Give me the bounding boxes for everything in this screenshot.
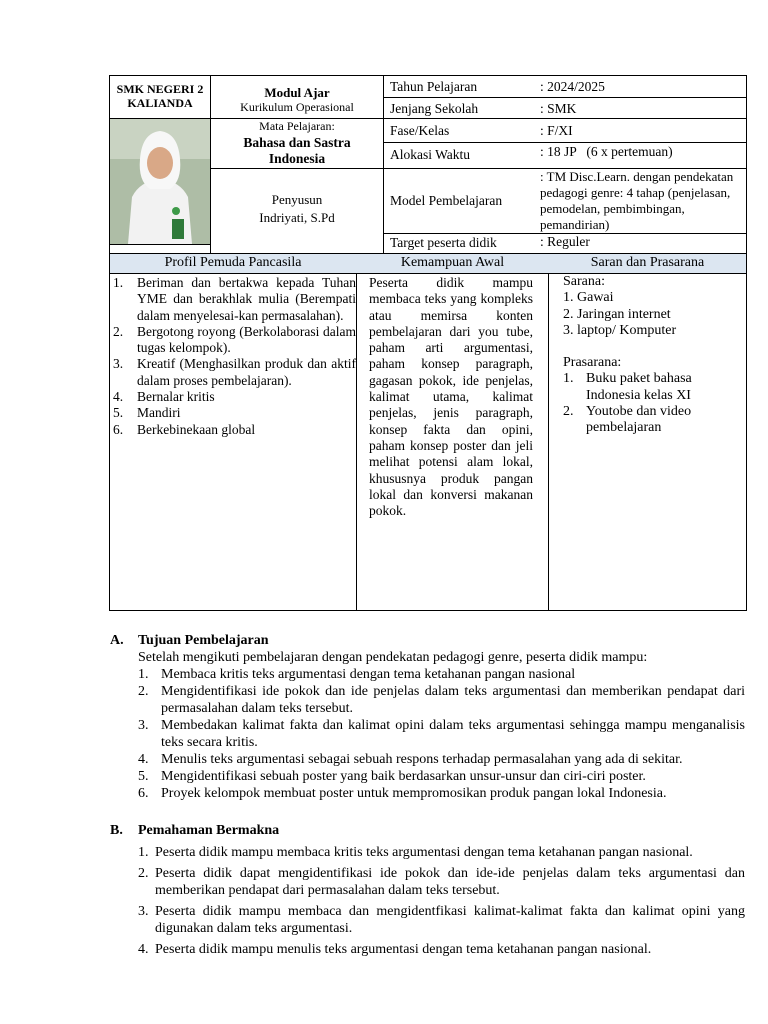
info-label-model: Model Pembelajaran — [390, 193, 503, 208]
section-a — [110, 632, 745, 802]
list-item: 5. Mandiri — [113, 405, 181, 421]
modul-title: Modul Ajar — [264, 85, 330, 100]
penyusun-name: Indriyati, S.Pd — [259, 210, 335, 225]
info-label-alokasi: Alokasi Waktu — [390, 147, 471, 162]
profil-header: Profil Pemuda Pancasila — [164, 255, 302, 270]
section-b — [110, 822, 745, 958]
prasarana-title: Prasarana: — [563, 355, 622, 371]
sarana-block — [563, 274, 743, 437]
list-item: 2. Youtobe dan video pembelajaran — [563, 404, 692, 436]
sarana-header: Saran dan Prasarana — [590, 255, 705, 270]
list-item: 3. Kreatif (Menghasilkan produk dan aktif dalam proses pembelajaran). — [113, 356, 356, 388]
list-item: 3. Peserta didik mampu membaca dan mengidentfikasi kalimat-kalimat fakta dan kalimat opini yang digunakan dalam teks argumentasi. — [138, 904, 745, 936]
info-value-model: : TM Disc.Learn. dengan pendekatan pedagogi genre: 4 tahap (penjelasan, pemodelan, pembimbingan, pemandirian) — [540, 169, 734, 232]
info-label-tahun: Tahun Pelajaran — [390, 79, 478, 94]
list-item: 6. Proyek kelompok membuat poster untuk mempromosikan produk pangan lokal Indonesia. — [138, 786, 667, 801]
sarana-title: Sarana: — [563, 274, 605, 289]
list-item: 1. Gawai — [563, 290, 614, 306]
info-label-fase: Fase/Kelas — [390, 123, 450, 138]
kurikulum-label: Kurikulum Operasional — [240, 100, 354, 114]
info-value-target: : Reguler — [540, 234, 590, 249]
info-value-alokasi: : 18 JP (6 x pertemuan) — [540, 144, 673, 159]
list-item: 4. Menulis teks argumentasi sebagai sebuah respons terhadap permasalahan yang ada di sekitar. — [138, 752, 683, 767]
profil-list — [113, 275, 356, 438]
list-item: 6. Berkebinekaan global — [113, 421, 256, 437]
section-a-title: Tujuan Pembelajaran — [138, 633, 269, 648]
section-b-title: Pemahaman Bermakna — [138, 823, 280, 838]
info-label-target: Target peserta didik — [390, 235, 497, 250]
list-item: 5. Mengidentifikasi sebuah poster yang baik berdasarkan unsur-unsur dan ciri-ciri poster. — [138, 769, 646, 784]
penyusun-label: Penyusun — [271, 192, 323, 207]
list-item: 3. Membedakan kalimat fakta dan kalimat opini dalam teks argumentasi sehingga mampu menganalisis teks secara kritis. — [138, 718, 745, 750]
info-value-jenjang: : SMK — [540, 101, 577, 116]
list-item: 4. Peserta didik mampu menulis teks argumentasi dengan tema ketahanan pangan nasional. — [138, 942, 652, 957]
list-item: 1. Beriman dan bertakwa kepada Tuhan YME dan berakhlak mulia (Berempati dalam menyelesai-kan permasalahan). — [113, 275, 356, 323]
kemampuan-text: Peserta didik mampu membaca teks yang kompleks atau memirsa konten pembelajaran dari you tube, paham arti argumentasi, paham konsep paragraph, gagasan pokok, ide penjelas, kalimat utama, kalimat penjelas, jenis paragraph, konsep fakta dan opini, paham konsep poster dan jeli melihat potensi alam lokal, khususnya produk pangan lokal dan konversi makanan pokok. — [369, 275, 533, 519]
kemampuan-header: Kemampuan Awal — [400, 255, 505, 270]
section-a-intro: Setelah mengikuti pembelajaran dengan pendekatan pedagogi genre, peserta didik mampu: — [138, 650, 648, 665]
list-item: 4. Bernalar kritis — [113, 389, 215, 405]
section-a-letter: A. — [110, 633, 124, 648]
list-item: 1. Buku paket bahasa Indonesia kelas XI — [563, 371, 692, 403]
mapel-label: Mata Pelajaran: — [259, 119, 335, 133]
list-item: 2. Peserta didik dapat mengidentifikasi ide pokok dan ide-ide penjelas dalam teks argumentasi dan memberikan pendapat dari permasalahan dalam teks tersebut. — [138, 866, 745, 898]
list-item: 2. Jaringan internet — [563, 306, 671, 322]
list-item: 2. Mengidentifikasi ide pokok dan ide penjelas dalam teks argumentasi dan memberikan pendapat dari permasalahan dalam teks tersebut. — [138, 684, 745, 716]
info-value-tahun: : 2024/2025 — [540, 79, 605, 94]
info-label-jenjang: Jenjang Sekolah — [390, 101, 479, 116]
school-name: SMK NEGERI 2 KALIANDA — [116, 82, 204, 110]
list-item: 2. Bergotong royong (Berkolaborasi dalam tugas kelompok). — [113, 323, 356, 356]
list-item: 1. Membaca kritis teks argumentasi dengan tema ketahanan pangan nasional — [138, 667, 576, 682]
list-item: 3. laptop/ Komputer — [563, 322, 677, 338]
mapel-name: Bahasa dan Sastra Indonesia — [243, 135, 351, 166]
info-value-fase: : F/XI — [540, 123, 573, 138]
list-item: 1. Peserta didik mampu membaca kritis teks argumentasi dengan tema ketahanan pangan nasional. — [138, 845, 693, 860]
section-b-letter: B. — [110, 823, 123, 838]
teacher-photo — [110, 119, 210, 244]
